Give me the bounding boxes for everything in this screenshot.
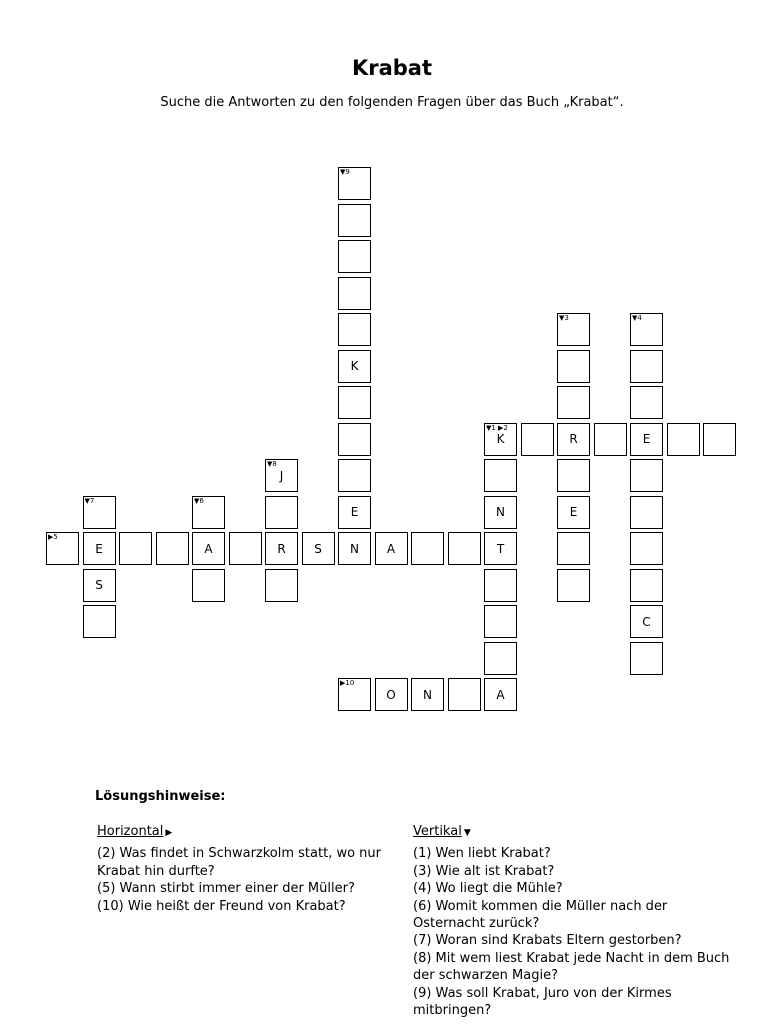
crossword-cell[interactable]	[338, 313, 371, 346]
cell-letter	[668, 424, 699, 455]
horizontal-clues	[97, 823, 397, 915]
crossword-cell[interactable]	[630, 350, 663, 383]
clue-item: (1) Wen liebt Krabat?	[413, 846, 551, 862]
cell-letter	[558, 314, 589, 345]
cell-letter: E	[569, 505, 578, 519]
crossword-cell[interactable]	[630, 459, 663, 492]
crossword-cell[interactable]	[83, 496, 116, 529]
cell-letter	[339, 168, 370, 199]
crossword-cell[interactable]	[630, 605, 663, 638]
crossword-cell[interactable]	[338, 423, 371, 456]
cell-letter: N	[496, 505, 505, 519]
crossword-cell[interactable]	[484, 532, 517, 565]
cell-letter	[47, 533, 78, 564]
crossword-cell[interactable]	[83, 532, 116, 565]
crossword-cell[interactable]	[557, 386, 590, 419]
crossword-cell[interactable]	[192, 496, 225, 529]
cell-letter	[595, 424, 626, 455]
cell-letter	[704, 424, 735, 455]
crossword-cell[interactable]	[703, 423, 736, 456]
crossword-cell[interactable]	[192, 532, 225, 565]
cell-letter	[631, 351, 662, 382]
clue-item: (2) Was findet in Schwarzkolm statt, wo nur Krabat hin durfte?	[97, 846, 382, 879]
clue-item: (3) Wie alt ist Krabat?	[413, 863, 555, 879]
cell-letter	[339, 424, 370, 455]
crossword-cell[interactable]	[630, 423, 663, 456]
cell-letter	[558, 460, 589, 491]
crossword-cell[interactable]	[265, 459, 298, 492]
down-arrow-icon: ▼	[463, 828, 471, 838]
crossword-cell[interactable]	[594, 423, 627, 456]
clue-item: (5) Wann stirbt immer einer der Müller?	[97, 881, 355, 897]
crossword-cell[interactable]	[375, 532, 408, 565]
cell-letter	[522, 424, 553, 455]
clue-item: (9) Was soll Krabat, Juro von der Kirmes mitbringen?	[413, 985, 672, 1019]
horizontal-heading	[97, 823, 397, 842]
cell-letter	[485, 606, 516, 637]
cell-letter	[339, 278, 370, 309]
cell-letter	[412, 533, 443, 564]
crossword-cell[interactable]	[338, 496, 371, 529]
cell-letter	[631, 497, 662, 528]
crossword-cell[interactable]	[411, 678, 444, 711]
cell-letter: C	[642, 614, 651, 629]
cell-letter	[485, 460, 516, 491]
cell-letter: A	[496, 687, 505, 702]
cell-letter: E	[350, 505, 359, 519]
cell-letter: N	[350, 541, 359, 556]
crossword-cell[interactable]	[338, 350, 371, 383]
crossword-cell[interactable]	[229, 532, 262, 565]
cell-letter	[631, 387, 662, 418]
cell-letter	[339, 460, 370, 491]
crossword-cell[interactable]	[630, 642, 663, 675]
cell-number: ▼7	[84, 496, 95, 505]
cell-letter	[230, 533, 261, 564]
clue-item: (4) Wo liegt die Mühle?	[413, 881, 563, 897]
crossword-cell[interactable]	[119, 532, 152, 565]
cell-letter	[558, 387, 589, 418]
right-arrow-icon: ▶	[165, 828, 173, 838]
cell-letter	[339, 679, 370, 710]
crossword-cell[interactable]	[338, 532, 371, 565]
cell-letter	[120, 533, 151, 564]
clue-item: (6) Womit kommen die Müller nach der Osternacht zurück?	[413, 898, 668, 932]
crossword-cell[interactable]	[46, 532, 79, 565]
crossword-cell[interactable]	[630, 496, 663, 529]
crossword-cell[interactable]	[265, 496, 298, 529]
crossword-cell[interactable]	[338, 678, 371, 711]
crossword-cell[interactable]	[302, 532, 335, 565]
cell-number: ▼1 ▶2	[486, 423, 508, 432]
clue-item: (8) Mit wem liest Krabat jede Nacht in dem Buch der schwarzen Magie?	[413, 950, 730, 984]
cell-letter	[558, 533, 589, 564]
cell-letter: R	[277, 541, 286, 556]
crossword-cell[interactable]	[83, 605, 116, 638]
cell-letter	[449, 533, 480, 564]
crossword-cell[interactable]	[557, 496, 590, 529]
cell-letter	[339, 314, 370, 345]
cell-letter	[631, 643, 662, 674]
crossword-cell[interactable]	[557, 569, 590, 602]
crossword-cell[interactable]	[484, 423, 517, 456]
cell-letter	[266, 570, 297, 601]
cell-number: ▼4	[632, 314, 642, 322]
crossword-cell[interactable]	[338, 459, 371, 492]
crossword-cell[interactable]	[557, 459, 590, 492]
horizontal-label: Horizontal	[97, 824, 164, 839]
crossword-cell[interactable]	[83, 569, 116, 602]
cell-letter	[266, 497, 297, 528]
crossword-cell[interactable]	[265, 532, 298, 565]
crossword-cell[interactable]	[557, 350, 590, 383]
cell-letter	[631, 533, 662, 564]
cell-letter	[558, 570, 589, 601]
clue-item: (7) Woran sind Krabats Eltern gestorben?	[413, 933, 682, 949]
cell-number: ▶10	[340, 679, 355, 687]
cell-letter	[631, 460, 662, 491]
cell-number: ▼9	[340, 168, 350, 176]
crossword-cell[interactable]	[265, 569, 298, 602]
crossword-cell[interactable]	[484, 496, 517, 529]
crossword-cell[interactable]	[557, 532, 590, 565]
crossword-cell[interactable]	[630, 569, 663, 602]
cell-letter: T	[496, 541, 505, 556]
crossword-cell[interactable]	[448, 678, 481, 711]
vertical-clues	[413, 823, 743, 1019]
cell-letter	[449, 679, 480, 710]
cell-number: ▼8	[267, 460, 277, 468]
cell-letter	[84, 497, 115, 528]
cell-letter	[157, 533, 188, 564]
cell-letter: R	[569, 432, 578, 446]
crossword-cell[interactable]	[521, 423, 554, 456]
vertical-label: Vertikal	[413, 824, 462, 839]
crossword-cell[interactable]	[557, 313, 590, 346]
cell-letter	[193, 497, 224, 528]
cell-letter: N	[423, 687, 432, 702]
clue-item: (10) Wie heißt der Freund von Krabat?	[97, 898, 346, 914]
cell-letter	[339, 205, 370, 236]
cell-number: ▼6	[194, 496, 204, 505]
cell-letter: A	[204, 541, 213, 556]
cell-letter	[558, 351, 589, 382]
crossword-cell[interactable]	[484, 605, 517, 638]
crossword-cell[interactable]	[156, 532, 189, 565]
cell-letter	[339, 241, 370, 272]
crossword-cell[interactable]	[411, 532, 444, 565]
cell-letter: K	[350, 359, 359, 373]
crossword-cell[interactable]	[667, 423, 700, 456]
page-subtitle: Suche die Antworten zu den folgenden Fragen über das Buch „Krabat“.	[160, 95, 624, 110]
crossword-cell[interactable]	[630, 386, 663, 419]
vertical-heading	[413, 823, 743, 842]
cell-letter: J	[279, 468, 284, 483]
hints-title: Lösungshinweise:	[95, 789, 226, 804]
cell-letter: E	[642, 432, 651, 446]
cell-letter	[485, 570, 516, 601]
page-title: Krabat	[351, 56, 433, 80]
crossword-cell[interactable]	[375, 678, 408, 711]
cell-number: ▼3	[559, 314, 569, 322]
crossword-cell[interactable]	[192, 569, 225, 602]
cell-letter: K	[496, 432, 505, 446]
crossword-cell[interactable]	[484, 642, 517, 675]
crossword-cell[interactable]	[630, 313, 663, 346]
cell-letter: S	[95, 578, 103, 592]
crossword-cell[interactable]	[338, 240, 371, 273]
cell-letter	[84, 606, 115, 637]
crossword-cell[interactable]	[557, 423, 590, 456]
crossword-cell[interactable]	[484, 459, 517, 492]
cell-letter: A	[386, 541, 396, 556]
cell-letter	[193, 570, 224, 601]
cell-number: ▶5	[48, 533, 58, 541]
crossword-cell[interactable]	[448, 532, 481, 565]
cell-letter	[631, 314, 662, 345]
crossword-cell[interactable]	[338, 386, 371, 419]
crossword-cell[interactable]	[338, 167, 371, 200]
cell-letter	[339, 387, 370, 418]
crossword-cell[interactable]	[338, 277, 371, 310]
crossword-cell[interactable]	[338, 204, 371, 237]
crossword-cell[interactable]	[484, 678, 517, 711]
cell-letter	[631, 570, 662, 601]
cell-letter: E	[95, 541, 103, 556]
cell-letter	[485, 643, 516, 674]
crossword-cell[interactable]	[484, 569, 517, 602]
crossword-cell[interactable]	[630, 532, 663, 565]
cell-letter: O	[386, 687, 396, 702]
cell-letter: S	[314, 541, 322, 556]
